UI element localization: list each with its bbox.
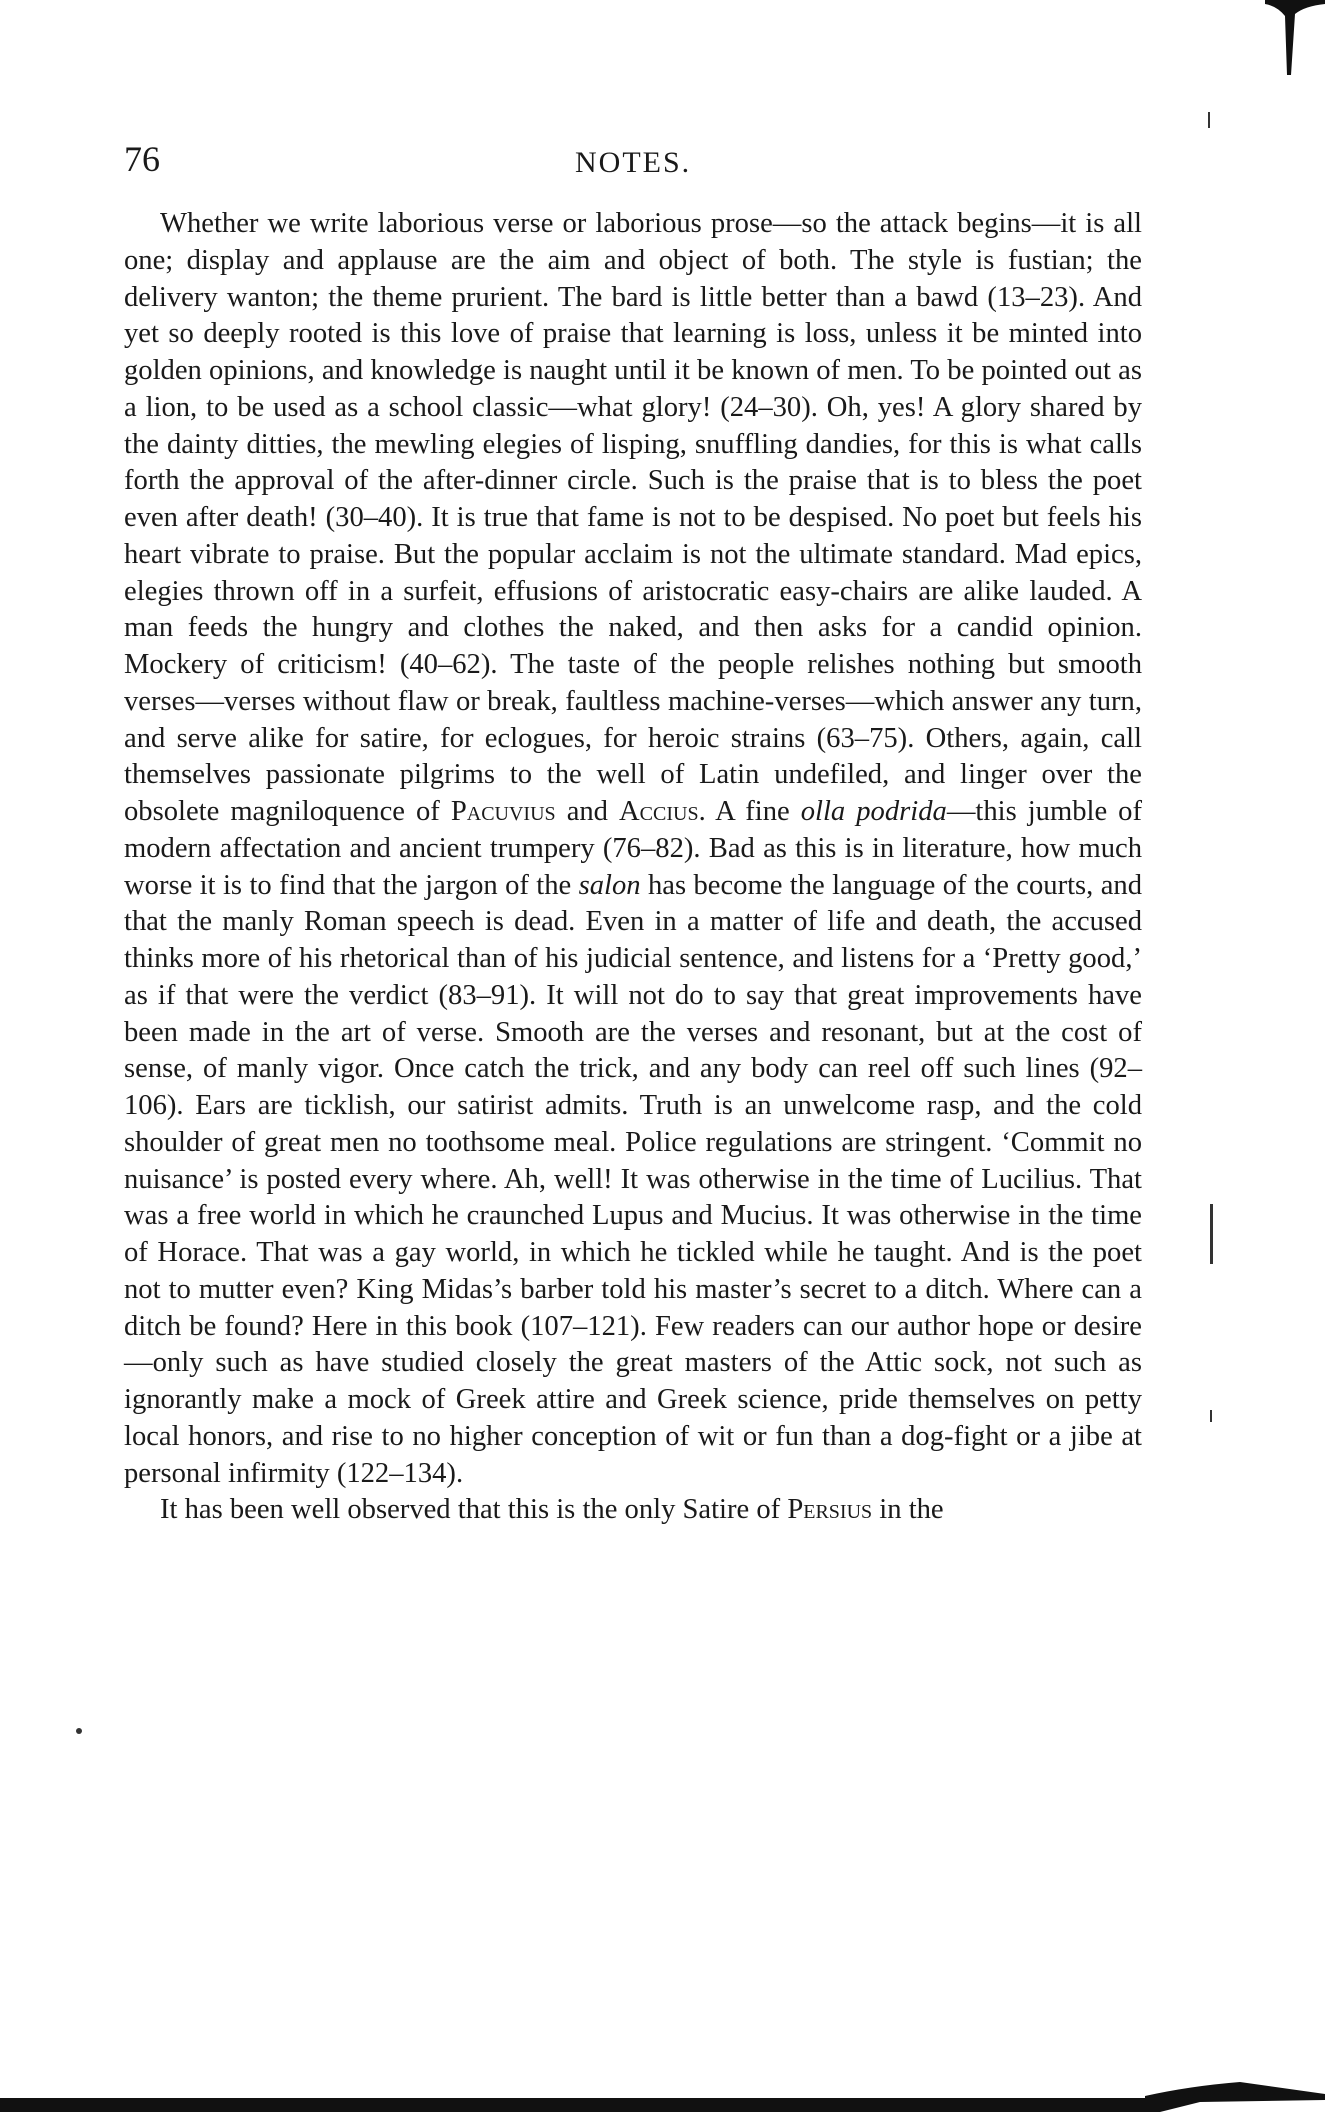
author-name: Persius (787, 1494, 873, 1526)
text-run: Whether we write laborious verse or laborious prose—so the attack begins—it is all one; display and applause are the aim and object of both. The style is fustian; the delivery wanton; the theme prurient. The bard is little better than a bawd (13–23). And yet so deeply rooted is this love of praise that learning is loss, unless it be minted into golden opinions, and knowledge is naught until it be known of men. To be pointed out as a lion, to be used as a school classic—what glory! (24–30). Oh, yes! A glory shared by the dainty ditties, the mewling elegies of lisping, snuffling dandies, for this is what calls forth the approval of the after-dinner circle. Such is the praise that is to bless the poet even after death! (30–40). It is true that fame is not to be despised. No poet but feels his heart vibrate to praise. But the popular acclaim is not the ultimate standard. Mad epics, elegies thrown off in a surfeit, effusions of aristocratic easy-chairs are alike lauded. A man feeds the hungry and clothes the naked, and then asks for a candid opinion. Mockery of criticism! (40–62). The taste of the people relishes nothing but smooth verses—verses without flaw or break, faultless machine-verses—which answer any turn, and serve alike for satire, for eclogues, for heroic strains (63–75). Others, again, call themselves passionate pilgrims to the well of Latin undefiled, and linger over the obsolete magniloquence of (124, 208, 1142, 827)
body-text (124, 206, 1142, 1529)
text-run: —this jumble of modern affectation and ancient trumpery (76–82). Bad as this is in literature, how much worse it is to find that the jargon of the (124, 796, 1142, 901)
bottom-rule (0, 2082, 1325, 2124)
margin-tick (1210, 1410, 1212, 1422)
italic-term: olla podrida (800, 796, 947, 827)
italic-term: salon (578, 869, 641, 901)
margin-tick (1210, 1204, 1213, 1264)
margin-tick (1208, 112, 1210, 128)
running-head: NOTES. (575, 146, 692, 179)
text-run: It has been well observed that this is the only Satire of (160, 1494, 788, 1526)
binding-mark (1265, 0, 1325, 75)
author-name: Accius (619, 796, 699, 827)
text-run: in the (872, 1494, 944, 1526)
paragraph-1 (124, 206, 1142, 1492)
paragraph-2 (124, 1492, 1142, 1529)
author-name: Pacuvius (450, 796, 556, 827)
text-run: . A fine (698, 796, 801, 827)
margin-tick (76, 1728, 82, 1734)
text-run: and (555, 796, 620, 827)
page-number: 76 (124, 139, 160, 179)
text-run: has become the language of the courts, and that the manly Roman speech is dead. Even in a matter of life and death, the accused thinks more of his rhetorical than of his judicial sentence, and listens for a ‘Pretty good,’ as if that were the verdict (83–91). It will not do to say that great improvements have been made in the art of verse. Smooth are the verses and resonant, but at the cost of sense, of manly vigor. Once catch the trick, and any body can reel off such lines (92–106). Ears are ticklish, our satirist admits. Truth is an unwelcome rasp, and the cold shoulder of great men no toothsome meal. Police regulations are stringent. ‘Commit no nuisance’ is posted every where. Ah, well! It was otherwise in the time of Lucilius. That was a free world in which he craunched Lupus and Mucius. It was otherwise in the time of Horace. That was a gay world, in which he tickled while he taught. And is the poet not to mutter even? King Midas’s barber told his master’s secret to a ditch. Where can a ditch be found? Here in this book (107–121). Few readers can our author hope or desire—only such as have studied closely the great masters of the Attic sock, not such as ignorantly make a mock of Greek attire and Greek science, pride themselves on petty local honors, and rise to no higher conception of wit or fun than a dog-fight or a jibe at personal infirmity (122–134). (124, 869, 1143, 1489)
